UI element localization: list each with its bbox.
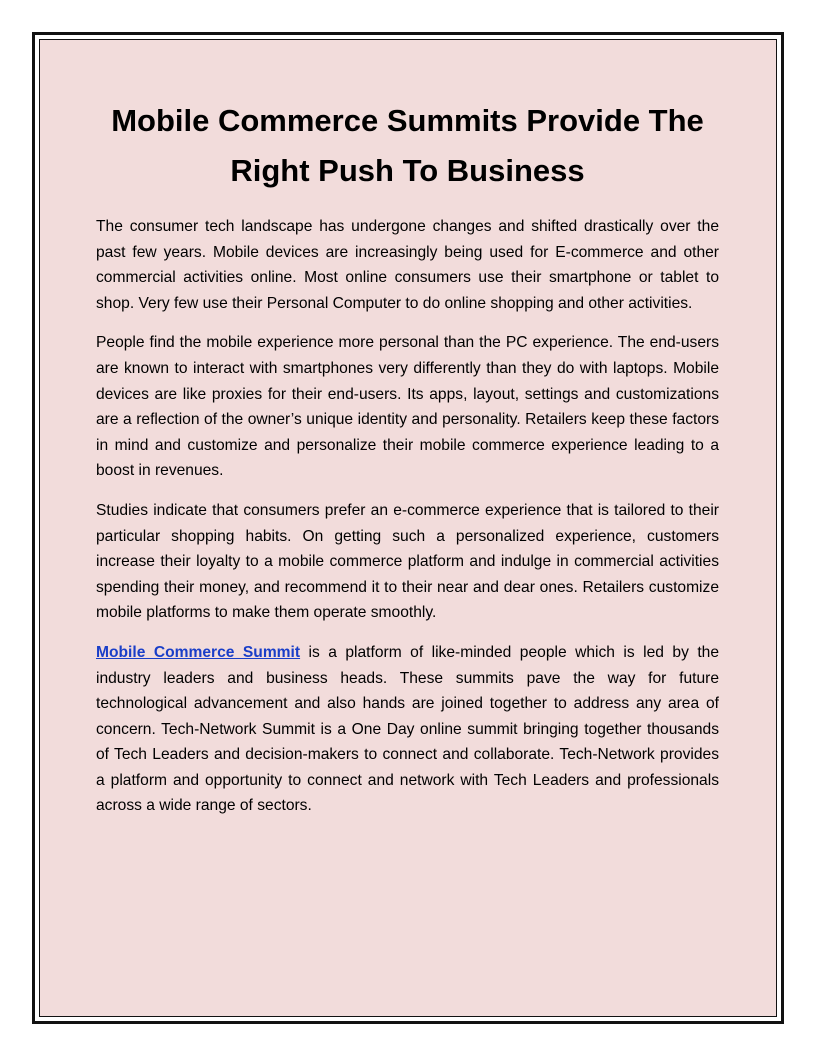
document-title — [96, 96, 719, 196]
paragraph-4 — [96, 640, 719, 819]
paragraph-1: The consumer tech landscape has undergone changes and shifted drastically over the past few years. Mobile devices are increasingly being used for E-commerce and other commercial activities online. Most online consumers use their smartphone or tablet to shop. Very few use their Personal Computer to do online shopping and other activities. — [96, 218, 719, 312]
document-body — [96, 96, 719, 833]
title-line-2: Right Push To Business — [230, 153, 585, 188]
mobile-commerce-summit-link[interactable]: Mobile Commerce Summit — [96, 643, 301, 661]
paragraph-4-text: is a platform of like-minded people which is led by the industry leaders and business heads. These summits pave the way for future technological advancement and also hands are joined together to address any area of concern. Tech-Network Summit is a One Day online summit bringing together thousands of Tech Leaders and decision-makers to connect and collaborate. Tech-Network provides a platform and opportunity to connect and network with Tech Leaders and professionals across a wide range of sectors. — [96, 643, 719, 815]
title-line-1: Mobile Commerce Summits Provide The — [111, 103, 704, 138]
paragraph-2: People find the mobile experience more personal than the PC experience. The end-users are known to interact with smartphones very differently than they do with laptops. Mobile devices are like proxies for their end-users. Its apps, layout, settings and customizations are a reflection of the owner’s unique identity and personality. Retailers keep these factors in mind and customize and personalize their mobile commerce experience leading to a boost in revenues. — [96, 334, 719, 480]
paragraph-3: Studies indicate that consumers prefer an e-commerce experience that is tailored to their particular shopping habits. On getting such a personalized experience, customers increase their loyalty to a mobile commerce platform and indulge in commercial activities spending their money, and recommend it to their near and dear ones. Retailers customize mobile platforms to make them operate smoothly. — [96, 501, 719, 622]
